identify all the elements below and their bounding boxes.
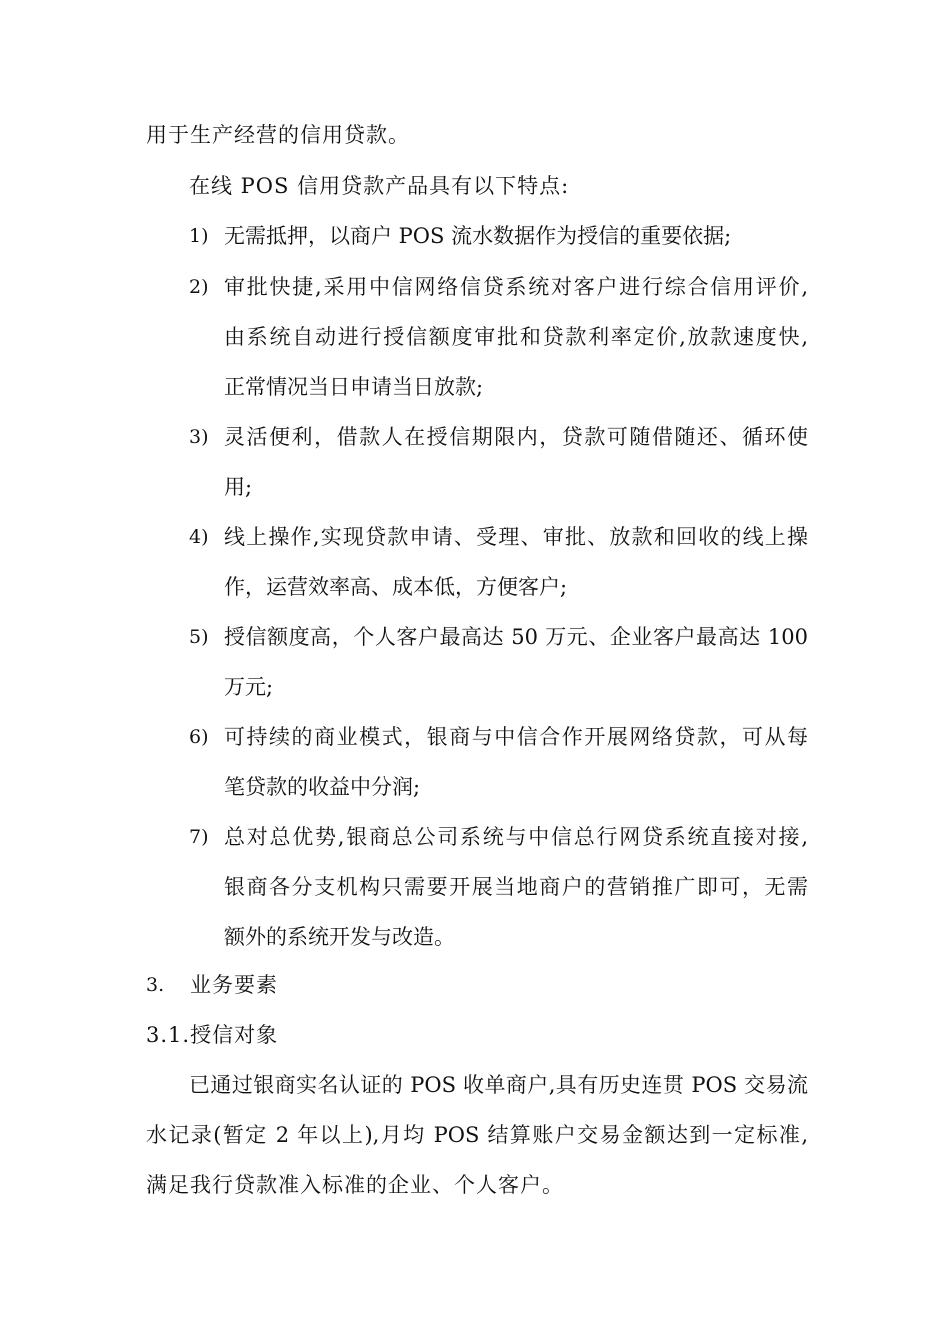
feature-3-line-2: 用; [224, 475, 253, 499]
feature-3-line-1: 灵活便利，借款人在授信期限内，贷款可随借随还、循环使 [224, 425, 808, 449]
feature-1-number: 1) [189, 225, 209, 247]
section-3-title: 业务要素 [190, 973, 278, 997]
feature-7-line-3: 额外的系统开发与改造。 [224, 925, 455, 949]
feature-7-line-2: 银商各分支机构只需要开展当地商户的营销推广即可，无需 [224, 875, 808, 899]
para-3-1-line-1: 已通过银商实名认证的 POS 收单商户,具有历史连贯 POS 交易流 [189, 1073, 808, 1097]
feature-4-line-2: 作，运营效率高、成本低，方便客户; [224, 575, 568, 599]
feature-7-line-1: 总对总优势,银商总公司系统与中信总行网贷系统直接对接, [224, 825, 808, 849]
feature-2-line-2: 由系统自动进行授信额度审批和贷款利率定价,放款速度快, [224, 325, 808, 349]
para-3-1-line-2: 水记录(暂定 2 年以上),月均 POS 结算账户交易金额达到一定标准, [146, 1123, 808, 1147]
feature-2-line-3: 正常情况当日申请当日放款; [224, 375, 484, 399]
section-3-1-heading: 3.1.授信对象 [146, 1023, 279, 1047]
feature-4-number: 4) [189, 526, 209, 548]
feature-2-line-1: 审批快捷,采用中信网络信贷系统对客户进行综合信用评价, [224, 275, 808, 299]
feature-6-line-2: 笔贷款的收益中分润; [224, 775, 421, 799]
feature-6-line-1: 可持续的商业模式，银商与中信合作开展网络贷款，可从每 [224, 725, 808, 749]
feature-1-line-1: 无需抵押，以商户 POS 流水数据作为授信的重要依据; [224, 224, 732, 248]
feature-5-line-2: 万元; [224, 675, 274, 699]
section-3-number: 3. [146, 974, 165, 996]
feature-7-number: 7) [189, 826, 209, 848]
feature-4-line-1: 线上操作,实现贷款申请、受理、审批、放款和回收的线上操 [224, 525, 808, 549]
feature-6-number: 6) [189, 726, 209, 748]
intro-tail-text: 用于生产经营的信用贷款。 [146, 123, 410, 147]
features-intro-text: 在线 POS 信用贷款产品具有以下特点: [189, 174, 570, 198]
feature-2-number: 2) [189, 276, 209, 298]
feature-5-number: 5) [189, 626, 209, 648]
feature-5-line-1: 授信额度高，个人客户最高达 50 万元、企业客户最高达 100 [224, 625, 808, 649]
para-3-1-line-3: 满足我行贷款准入标准的企业、个人客户。 [146, 1173, 564, 1197]
feature-3-number: 3) [189, 426, 209, 448]
